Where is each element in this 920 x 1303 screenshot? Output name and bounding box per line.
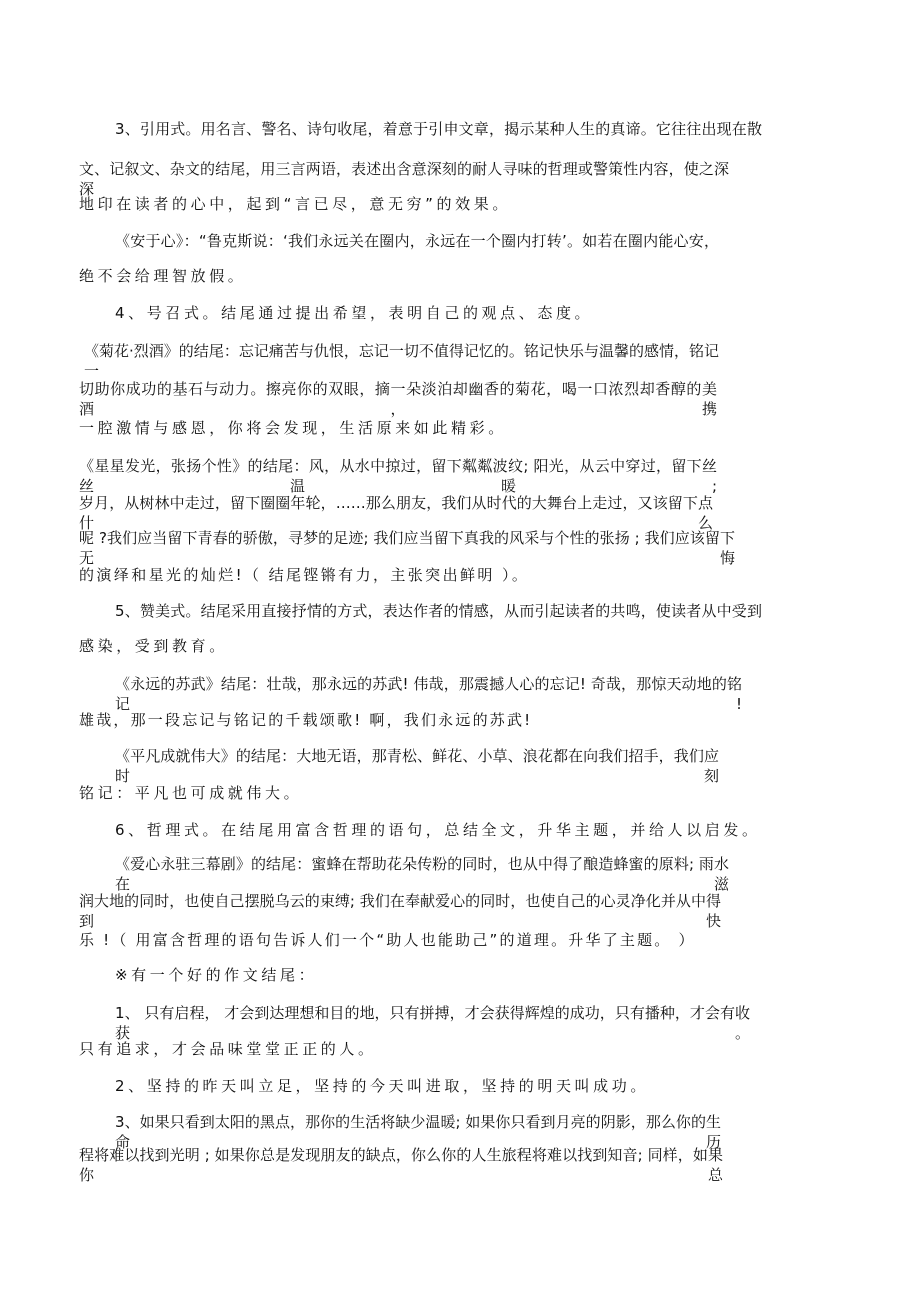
text-line: 绝不会给理智放假。 <box>79 267 247 285</box>
text-line: 《星星发光，张扬个性》的结尾：风，从水中掠过，留下粼粼波纹; 阳光，从云中穿过，留下丝丝温暖; <box>79 457 717 495</box>
text-line: 切助你成功的基石与动力。擦亮你的双眼，摘一朵淡泊却幽香的菊花，喝一口浓烈却香醇的美酒，携 <box>79 380 717 418</box>
text-line: 1、 只有启程， 才会到达理想和目的地，只有拼搏，才会获得辉煌的成功，只有播种，才会有收获。 <box>115 1004 750 1042</box>
text-line: 2、坚持的昨天叫立足，坚持的今天叫进取，坚持的明天叫成功。 <box>115 1077 649 1095</box>
text-line: 乐 !（ 用富含哲理的语句告诉人们一个“助人也能助己”的道理。升华了主题。 ） <box>79 931 696 949</box>
text-line: 《安于心》：“鲁克斯说：‘我们永远关在圈内，永远在一个圈内打转’。如若在圈内能心安， <box>115 232 719 250</box>
text-line: 一腔激情与感恩，你将会发现，生活原来如此精彩。 <box>79 419 507 437</box>
text-line: 《永远的苏武》结尾：壮哉，那永远的苏武! 伟哉，那震撼人心的忘记! 奇哉，那惊天动地的铭记! <box>115 675 742 713</box>
text-line: ※有一个好的作文结尾： <box>115 966 318 984</box>
text-line: 铭记：平凡也可成就伟大。 <box>79 784 303 802</box>
text-line: 的演绎和星光的灿烂!（ 结尾铿锵有力，主张突出鲜明 ）。 <box>79 566 530 584</box>
text-line: 6、哲理式。在结尾用富含哲理的语句，总结全文，升华主题，并给人以启发。 <box>115 821 761 839</box>
text-line: 3、引用式。用名言、警名、诗句收尾，着意于引申文章，揭示某种人生的真谛。它往往出现在散 <box>115 120 762 138</box>
text-line: 4、号召式。结尾通过提出希望，表明自己的观点、态度。 <box>115 304 594 322</box>
text-line: 《爱心永驻三幕剧》的结尾：蜜蜂在帮助花朵传粉的同时，也从中得了酿造蜂蜜的原料; 雨水在滋 <box>115 855 729 893</box>
text-line: 程将难以找到光明 ; 如果你总是发现朋友的缺点，你么你的人生旅程将难以找到知音; 同样，如果你总 <box>79 1146 723 1184</box>
text-line: 只有追求，才会品味堂堂正正的人。 <box>79 1040 377 1058</box>
text-line: 3、如果只看到太阳的黑点，那你的生活将缺少温暖; 如果你只看到月亮的阴影，那么你的生命历 <box>115 1113 721 1151</box>
text-line: 岁月，从树林中走过，留下圈圈年轮，……那么朋友，我们从时代的大舞台上走过，又该留下点什么 <box>79 494 713 532</box>
text-line: 5、赞美式。结尾采用直接抒情的方式，表达作者的情感，从而引起读者的共鸣，使读者从中受到 <box>115 602 762 620</box>
text-line: 润大地的同时，也使自己摆脱乌云的束缚; 我们在奉献爱心的同时，也使自己的心灵净化并从中得到快 <box>79 892 721 930</box>
text-line: 呢 ?我们应当留下青春的骄傲，寻梦的足迹; 我们应当留下真我的风采与个性的张扬 ; 我们应该留下无悔 <box>79 529 735 567</box>
text-line: 《菊花·烈酒》的结尾：忘记痛苦与仇恨，忘记一切不值得记忆的。铭记快乐与温馨的感情，铭记一 <box>84 342 719 380</box>
text-line: 感染，受到教育。 <box>79 637 228 655</box>
text-line: 雄哉，那一段忘记与铭记的千载颂歌! 啊，我们永远的苏武! <box>79 711 533 729</box>
text-line: 文、记叙文、杂文的结尾，用三言两语，表述出含意深刻的耐人寻味的哲理或警策性内容，使之深深 <box>79 160 729 198</box>
text-line: 《平凡成就伟大》的结尾：大地无语，那青松、鲜花、小草、浪花都在向我们招手，我们应时刻 <box>115 747 719 785</box>
text-line: 地印在读者的心中，起到“言已尽，意无穷”的效果。 <box>79 195 511 213</box>
